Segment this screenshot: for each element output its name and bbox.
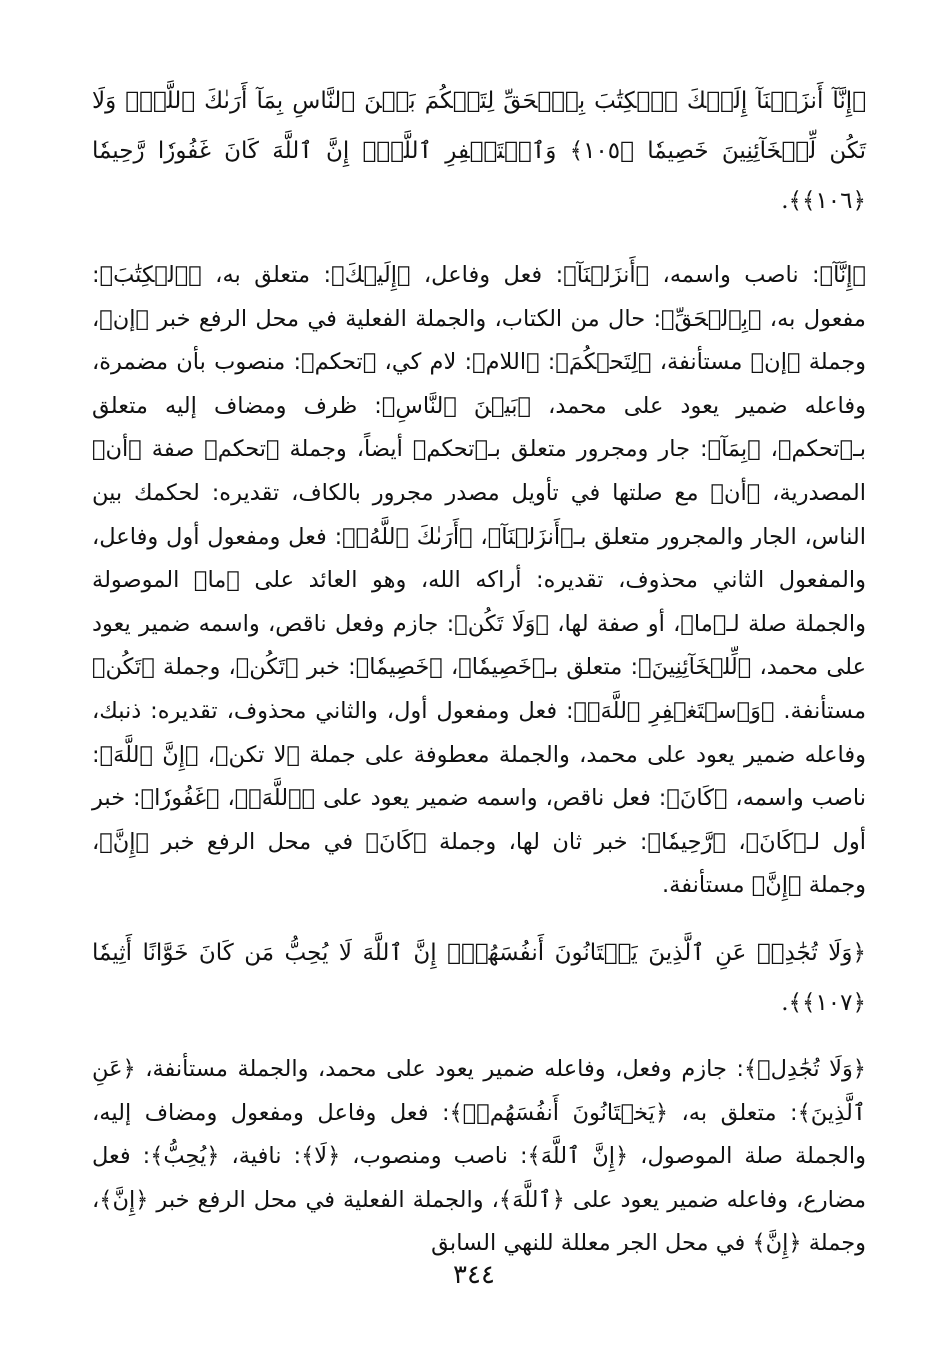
grammar-commentary: ﴿إِنَّآ﴾: ناصب واسمه، ﴿أَنزَلۡنَآ﴾: فعل وفاعل، ﴿إِلَيۡكَ﴾: متعلق به، ﴿ٱلۡكِتَٰبَ﴾: مفعول به، ﴿بِٱلۡحَقِّ﴾: حال من الكتاب، والجملة الفعلية في محل الرفع خبر ﴿إن﴾، وجملة ﴿إن﴾ مستأنفة، ﴿لِتَحۡكُمَ﴾: ﴿اللام﴾: لام كي، ﴿تحكم﴾: منصوب بأن مضمرة، وفاعله ضمير يعود على محمد، ﴿بَيۡنَ ٱلنَّاسِ﴾: ظرف ومضاف إليه متعلق بـ﴿تحكم﴾، ﴿بِمَآ﴾: جار ومجرور متعلق بـ﴿تحكم﴾ أيضاً، وجملة ﴿تحكم﴾ صفة ﴿أن﴾ المصدرية، ﴿أن﴾ مع صلتها في تأويل مصدر مجرور بالكاف، تقديره: لحكمك بين الناس، الجار والمجرور متعلق بـ﴿أَنزَلۡنَآ﴾، ﴿أَرَىٰكَ ٱللَّهُۚ﴾: فعل ومفعول أول وفاعل، والمفعول الثاني محذوف، تقديره: أراكه الله، وهو العائد على ﴿ما﴾ الموصولة والجملة صلة لـ﴿ما﴾، أو صفة لها، ﴿وَلَا تَكُن﴾: جازم وفعل ناقص، واسمه ضمير يعود على محمد، ﴿لِّلۡخَآئِنِينَ﴾: متعلق بـ﴿خَصِيمٗا﴾، ﴿خَصِيمٗا﴾: خبر ﴿تَكُن﴾، وجملة ﴿تَكُن﴾ مستأنفة. ﴿وَٱسۡتَغۡفِرِ ٱللَّهَۖ﴾: فعل ومفعول أول، والثاني محذوف، تقديره: ذنبك، وفاعله ضمير يعود على محمد، والجملة معطوفة على جملة ﴿لا تكن﴾، ﴿إِنَّ ٱللَّهَ﴾: ناصب واسمه، ﴿كَانَ﴾: فعل ناقص، واسمه ضمير يعود على ﴿ٱللَّهَۖ﴾، ﴿غَفُورٗا﴾: خبر أول لـ﴿كَانَ﴾، ﴿رَّحِيمٗا﴾: خبر ثان لها، وجملة ﴿كَانَ﴾ في محل الرفع خبر ﴿إِنَّ﴾، وجملة ﴿إِنَّ﴾ مستأنفة. xyxy=(92,262,866,899)
grammar-commentary: ﴿وَلَا تُجَٰدِلۡ﴾: جازم وفعل، وفاعله ضمير يعود على محمد، والجملة مستأنفة، ﴿عَنِ ٱلَّذِينَ﴾: متعلق به، ﴿يَخۡتَانُونَ أَنفُسَهُمۡۚ﴾: فعل وفاعل ومفعول ومضاف إليه، والجملة صلة الموصول، ﴿إِنَّ ٱللَّهَ﴾: ناصب ومنصوب، ﴿لَا﴾: نافية، ﴿يُحِبُّ﴾: فعل مضارع، وفاعله ضمير يعود على ﴿ٱللَّهَ﴾، والجملة الفعلية في محل الرفع خبر ﴿إِنَّ﴾، وجملة ﴿إِنَّ﴾ في محل الجر معللة للنهي السابق xyxy=(92,1055,866,1257)
page-number: ٣٤٤ xyxy=(453,1260,495,1290)
quran-verse: ﴿إِنَّآ أَنزَلۡنَآ إِلَيۡكَ ٱلۡكِتَٰبَ بِٱلۡحَقِّ لِتَحۡكُمَ بَيۡنَ ٱلنَّاسِ بِمَآ أَرَىٰكَ ٱللَّهُۚ وَلَا تَكُن لِّلۡخَآئِنِينَ خَصِيمٗا ﴿١٠٥﴾ وَٱسۡتَغۡفِرِ ٱللَّهَۖ إِنَّ ٱللَّهَ كَانَ غَفُورٗا رَّحِيمٗا ﴿١٠٦﴾﴾. xyxy=(92,88,866,214)
quran-verse: ﴿وَلَا تُجَٰدِلۡ عَنِ ٱلَّذِينَ يَخۡتَانُونَ أَنفُسَهُمۡۚ إِنَّ ٱللَّهَ لَا يُحِبُّ مَن كَانَ خَوَّانًا أَثِيمٗا ﴿١٠٧﴾﴾. xyxy=(92,939,866,1016)
page-content xyxy=(92,76,866,1266)
